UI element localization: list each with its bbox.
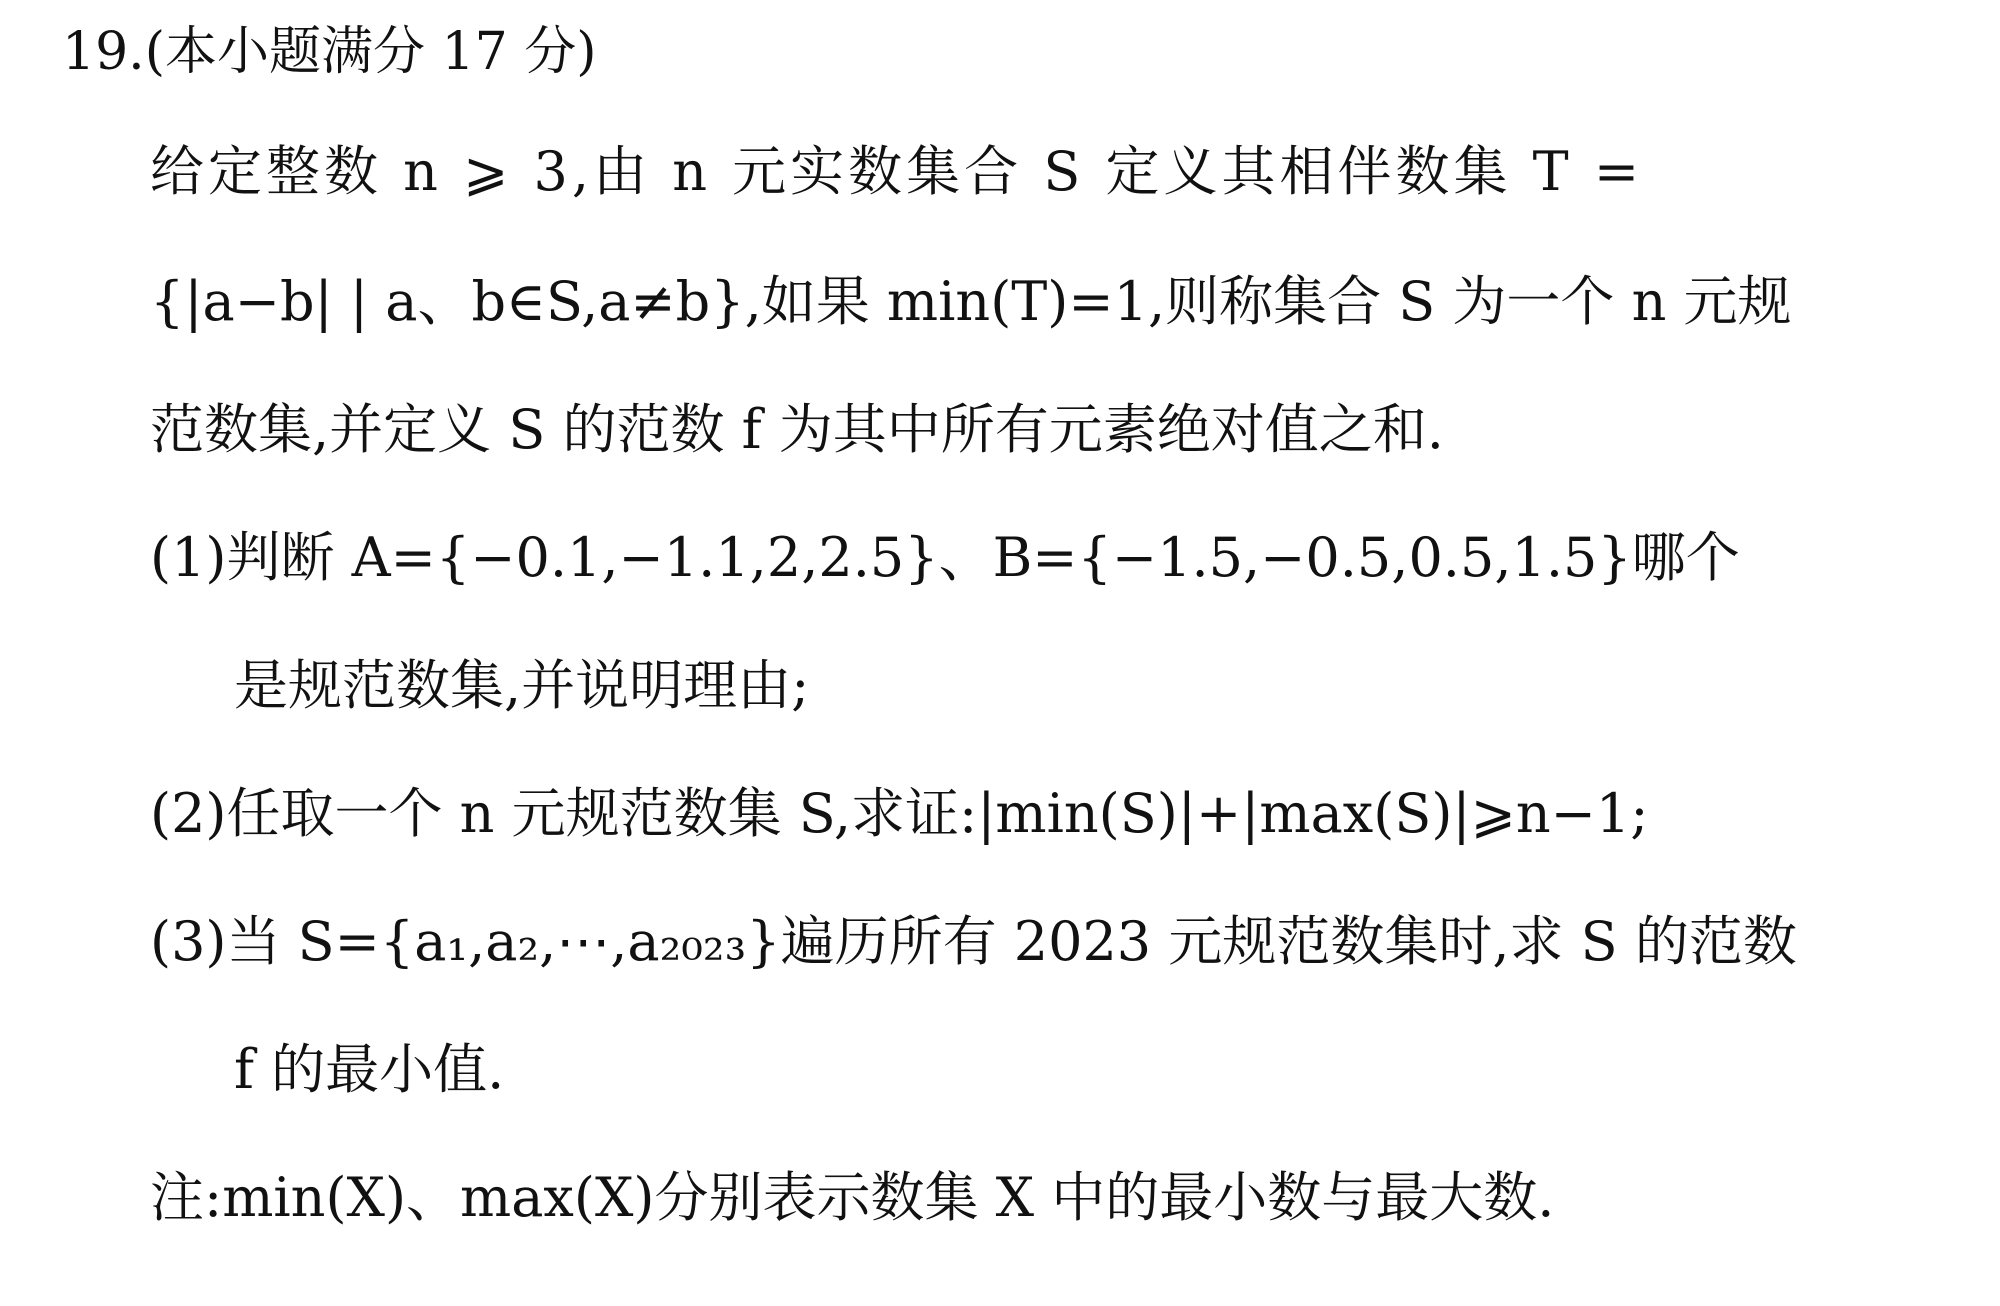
problem-header: 19.(本小题满分 17 分) bbox=[62, 22, 597, 82]
question-3-line-1: (3)当 S={a₁,a₂,⋯,a₂₀₂₃}遍历所有 2023 元规范数集时,求 S 的范数 bbox=[150, 910, 1797, 973]
question-1-line-2: 是规范数集,并说明理由; bbox=[234, 654, 810, 717]
question-3-line-2: f 的最小值. bbox=[234, 1038, 505, 1101]
intro-line-1: 给定整数 n ⩾ 3,由 n 元实数集合 S 定义其相伴数集 T = bbox=[150, 140, 1644, 203]
question-1-line-1: (1)判断 A={−0.1,−1.1,2,2.5}、B={−1.5,−0.5,0.5,1.5}哪个 bbox=[150, 526, 1740, 589]
intro-line-3: 范数集,并定义 S 的范数 f 为其中所有元素绝对值之和. bbox=[150, 398, 1444, 461]
note: 注:min(X)、max(X)分别表示数集 X 中的最小数与最大数. bbox=[150, 1166, 1555, 1229]
question-2: (2)任取一个 n 元规范数集 S,求证:|min(S)|+|max(S)|⩾n−1; bbox=[150, 782, 1649, 845]
intro-line-2: {|a−b| | a、b∈S,a≠b},如果 min(T)=1,则称集合 S 为一个 n 元规 bbox=[150, 270, 1792, 333]
